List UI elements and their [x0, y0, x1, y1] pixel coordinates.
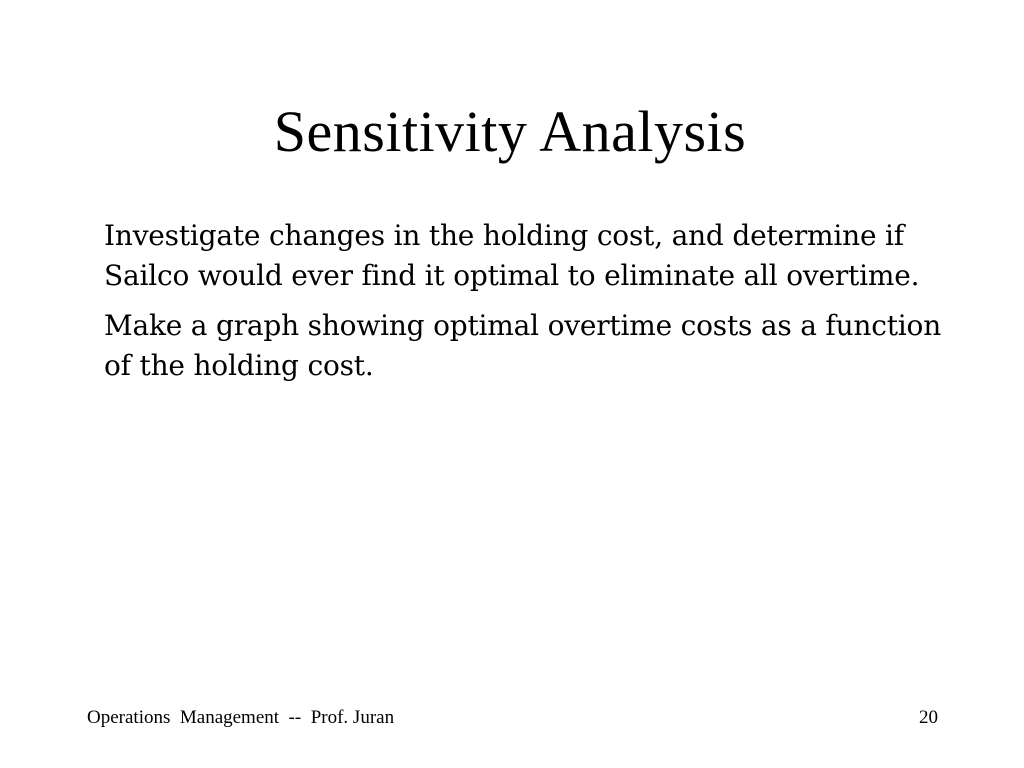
footer-course-label: Operations Management -- Prof. Juran — [87, 707, 395, 728]
body-text-list — [104, 216, 944, 396]
body-paragraph-holding-cost: Investigate changes in the holding cost, and determine if Sailco would ever find it optimal to eliminate all overtime. — [104, 219, 920, 292]
slide-title: Sensitivity Analysis — [273, 99, 747, 164]
page-number: 20 — [919, 707, 938, 728]
body-paragraph-graph: Make a graph showing optimal overtime costs as a function of the holding cost. — [104, 309, 942, 382]
